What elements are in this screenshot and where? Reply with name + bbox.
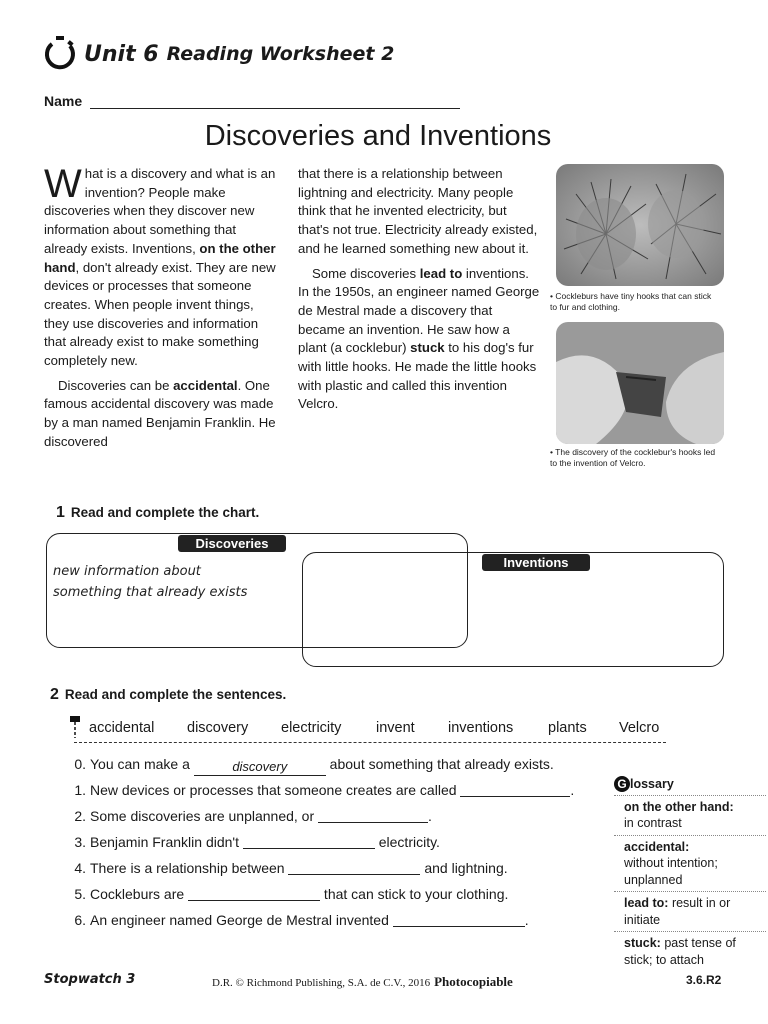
glossary <box>614 776 766 971</box>
sentence-6: 6. An engineer named George de Mestral invented . <box>74 912 529 928</box>
answer-blank-2[interactable] <box>318 808 428 823</box>
photo1-caption: • Cockleburs have tiny hooks that can stick to fur and clothing. <box>550 291 712 312</box>
glossary-entry: stuck: past tense of stick; to attach <box>624 936 736 967</box>
sentence-0: 0. You can make a discovery about something that already exists. <box>74 756 554 774</box>
name-field[interactable] <box>90 108 460 109</box>
word-inventions: inventions <box>448 720 514 736</box>
glossary-entry: lead to: result in or initiate <box>614 892 766 932</box>
paragraph-2: Discoveries can be accidental. One famous accidental discovery was made by a man named Benjamin Franklin. He discovered <box>44 377 276 449</box>
glossary-entry: on the other hand: in contrast <box>614 796 766 836</box>
discoveries-label: Discoveries <box>178 535 286 552</box>
word-electricity: electricity <box>281 720 342 736</box>
dropcap: W <box>44 162 82 206</box>
stopwatch-icon <box>44 36 76 72</box>
word-invent: invent <box>376 720 415 736</box>
glossary-entry: accidental: without intention; unplanned <box>614 836 766 893</box>
sentence-1: 1. New devices or processes that someone creates are called . <box>74 782 575 798</box>
glossary-title: G lossary <box>614 776 766 796</box>
answer-blank-6[interactable] <box>393 912 525 927</box>
reading-column-2 <box>298 165 541 420</box>
inventions-label: Inventions <box>482 554 590 571</box>
answer-blank-1[interactable] <box>460 782 570 797</box>
glossary-initial: G <box>614 776 630 792</box>
paragraph-4: Some discoveries lead to inventions. In the 1950s, an engineer named George de Mestral made a discovery that became an invention. He saw how a plant (a cocklebur) stuck to his dog's fur with little hooks. He made the little hooks with plastic and called this invention Velcro. <box>298 265 540 412</box>
section-2-heading: 2 Read and complete the sentences. <box>50 686 287 703</box>
worksheet-label: Reading Worksheet 2 <box>166 43 395 65</box>
paragraph-3: that there is a relationship between lightning and electricity. Many people think that he invented electricity, but that's not true. Electricity already existed, and he learned something new about it. <box>298 166 538 256</box>
section-1-heading: 1 Read and complete the chart. <box>56 504 260 521</box>
unit-label: Unit 6 <box>84 41 159 67</box>
footer-brand: Stopwatch 3 <box>44 972 136 987</box>
sentence-3: 3. Benjamin Franklin didn't electricity. <box>74 834 440 850</box>
footer-copyright: D.R. © Richmond Publishing, S.A. de C.V., 2016 Photocopiable <box>212 974 513 989</box>
answer-blank-0[interactable]: discovery <box>194 761 326 776</box>
velcro-photo <box>556 322 724 444</box>
sentence-5: 5. Cockleburs are that can stick to your clothing. <box>74 886 509 902</box>
page-title: Discoveries and Inventions <box>204 120 552 152</box>
discoveries-answer: new information about something that already exists <box>53 564 248 600</box>
answer-blank-4[interactable] <box>288 860 420 875</box>
footer-code: 3.6.R2 <box>686 973 722 987</box>
word-accidental: accidental <box>89 720 155 736</box>
paragraph-1: What is a discovery and what is an invention? People make discoveries when they discover new information about something that already exists. Inventions, on the other hand, don't already exist. They are new devices or processes that someone creates. When people invent things, they use discoveries and information that already exist to make something completely new. <box>44 162 276 369</box>
reading-column-1 <box>44 162 276 458</box>
sentence-2: 2. Some discoveries are unplanned, or . <box>74 808 432 824</box>
word-bank <box>74 716 666 743</box>
worksheet-header <box>44 36 394 72</box>
sentence-4: 4. There is a relationship between and lightning. <box>74 860 508 876</box>
answer-blank-3[interactable] <box>243 834 375 849</box>
answer-blank-5[interactable] <box>188 886 320 901</box>
word-velcro: Velcro <box>619 720 660 736</box>
word-discovery: discovery <box>187 720 249 736</box>
photo2-caption: • The discovery of the cocklebur's hooks led to the invention of Velcro. <box>550 447 716 468</box>
word-plants: plants <box>548 720 587 736</box>
cocklebur-photo <box>556 164 724 286</box>
name-label: Name <box>44 93 83 109</box>
